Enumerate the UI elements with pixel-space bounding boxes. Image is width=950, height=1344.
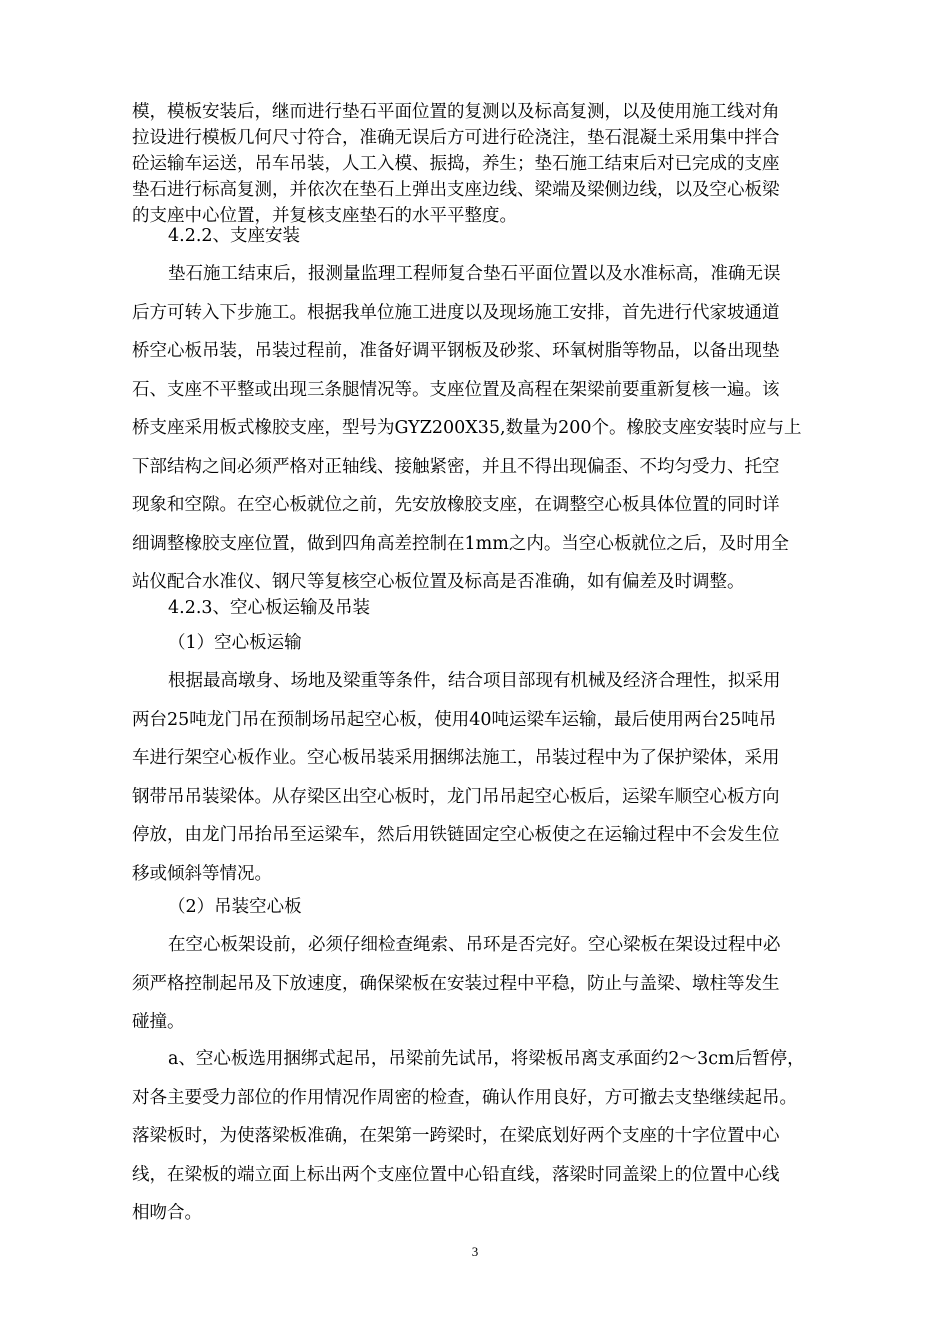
subsection-heading-lifting: （2）吊装空心板 xyxy=(168,897,302,917)
text-line: 垫石施工结束后，报测量监理工程师复合垫石平面位置以及水准标高，准确无误 xyxy=(168,264,781,284)
section-heading-4-2-3: 4.2.3、空心板运输及吊装 xyxy=(168,598,371,618)
paragraph-lifting xyxy=(132,926,852,1042)
text-line: 落梁板时，为使落梁板准确，在架第一跨梁时，在梁底划好两个支座的十字位置中心 xyxy=(132,1126,780,1146)
text-line: 细调整橡胶支座位置，做到四角高差控制在1mm之内。当空心板就位之后，及时用全 xyxy=(132,533,789,554)
text-line: 两台25吨龙门吊在预制场吊起空心板，使用40吨运梁车运输，最后使用两台25吨吊 xyxy=(132,709,777,730)
text-line: 相吻合。 xyxy=(132,1203,202,1223)
text-line: 的支座中心位置，并复核支座垫石的水平平整度。 xyxy=(132,206,517,226)
text-line: 桥支座采用板式橡胶支座，型号为GYZ200X35,数量为200个。橡胶支座安装时应与上 xyxy=(132,418,802,438)
text-line: 钢带吊吊装梁体。从存梁区出空心板时，龙门吊吊起空心板后，运梁车顺空心板方向 xyxy=(132,786,780,807)
text-line: 桥空心板吊装，吊装过程前，准备好调平钢板及砂浆、环氧树脂等物品，以备出现垫 xyxy=(132,341,780,361)
text-line: 模，模板安装后，继而进行垫石平面位置的复测以及标高复测，以及使用施工线对角 xyxy=(132,102,780,122)
paragraph-continued xyxy=(132,99,852,229)
text-line: a、空心板选用捆绑式起吊，吊梁前先试吊，将梁板吊离支承面约2～3cm后暂停， xyxy=(168,1049,805,1069)
page-number: 3 xyxy=(471,1244,479,1259)
text-line: 石、支座不平整或出现三条腿情况等。支座位置及高程在架梁前要重新复核一遍。该 xyxy=(132,379,780,400)
text-line: 下部结构之间必须严格对正轴线、接触紧密，并且不得出现偏歪、不均匀受力、托空 xyxy=(132,456,780,477)
text-line: 后方可转入下步施工。根据我单位施工进度以及现场施工安排，首先进行代家坡通道 xyxy=(132,302,780,323)
text-line: 拉设进行模板几何尺寸符合，准确无误后方可进行砼浇注，垫石混凝土采用集中拌合 xyxy=(132,128,780,148)
text-line: 现象和空隙。在空心板就位之前，先安放橡胶支座，在调整空心板具体位置的同时详 xyxy=(132,495,780,515)
text-line: 停放，由龙门吊抬吊至运梁车，然后用铁链固定空心板使之在运输过程中不会发生位 xyxy=(132,825,780,845)
subsection-heading-transport: （1）空心板运输 xyxy=(168,633,302,653)
section-heading-4-2-2: 4.2.2、支座安装 xyxy=(168,226,301,246)
text-line: 在空心板架设前，必须仔细检查绳索、吊环是否完好。空心梁板在架设过程中必 xyxy=(168,935,781,955)
paragraph-item-a xyxy=(132,1040,852,1233)
text-line: 站仪配合水准仪、钢尺等复核空心板位置及标高是否准确，如有偏差及时调整。 xyxy=(132,572,745,592)
text-line: 移或倾斜等情况。 xyxy=(132,863,272,884)
text-line: 垫石进行标高复测，并依次在垫石上弹出支座边线、梁端及梁侧边线，以及空心板梁 xyxy=(132,180,780,200)
paragraph-bearing-installation xyxy=(132,255,852,602)
text-line: 根据最高墩身、场地及梁重等条件，结合项目部现有机械及经济合理性，拟采用 xyxy=(168,671,781,691)
text-line: 车进行架空心板作业。空心板吊装采用捆绑法施工，吊装过程中为了保护梁体，采用 xyxy=(132,748,780,768)
text-line: 对各主要受力部位的作用情况作周密的检查，确认作用良好，方可撤去支垫继续起吊。 xyxy=(132,1087,797,1108)
paragraph-transport xyxy=(132,662,852,893)
text-line: 线，在梁板的端立面上标出两个支座位置中心铅直线，落梁时同盖梁上的位置中心线 xyxy=(132,1164,780,1185)
text-line: 须严格控制起吊及下放速度，确保梁板在安装过程中平稳，防止与盖梁、墩柱等发生 xyxy=(132,973,780,994)
text-line: 砼运输车运送，吊车吊装，人工入模、振捣，养生；垫石施工结束后对已完成的支座 xyxy=(132,154,780,174)
text-line: 碰撞。 xyxy=(132,1012,185,1032)
